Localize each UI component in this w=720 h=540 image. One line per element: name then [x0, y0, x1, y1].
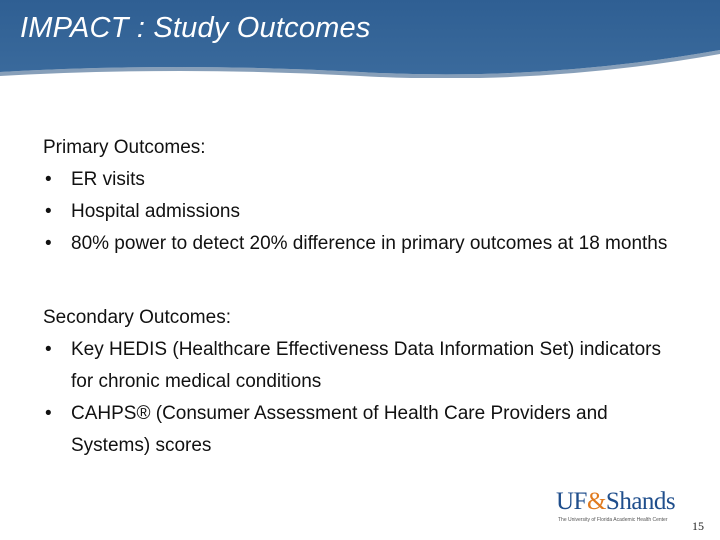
bullet-icon: • — [45, 339, 52, 360]
logo-shands: Shands — [605, 488, 676, 515]
secondary-outcomes-list — [43, 334, 683, 462]
uf-shands-logo — [556, 488, 686, 528]
list-item-text: 80% power to detect 20% difference in primary outcomes at 18 months — [71, 233, 668, 254]
list-item-text: CAHPS® (Consumer Assessment of Health Care Providers and Systems) scores — [71, 403, 608, 456]
slide-content — [43, 132, 683, 462]
list-item — [43, 398, 683, 462]
secondary-outcomes-heading: Secondary Outcomes: — [43, 307, 231, 328]
list-item — [43, 164, 683, 196]
section-spacer — [43, 260, 683, 302]
logo-tagline: The University of Florida Academic Health Center — [558, 517, 668, 523]
primary-outcomes-list — [43, 164, 683, 260]
list-item — [43, 334, 683, 398]
logo-uf: UF — [556, 488, 587, 515]
title-banner — [0, 0, 720, 78]
list-item — [43, 228, 683, 260]
list-item-text: Key HEDIS (Healthcare Effectiveness Data Information Set) indicators for chronic medical conditions — [71, 339, 661, 392]
page-number: 15 — [692, 519, 704, 533]
logo-ampersand: & — [586, 488, 606, 515]
bullet-icon: • — [45, 201, 52, 222]
slide-title: IMPACT : Study Outcomes — [20, 12, 371, 44]
bullet-icon: • — [45, 169, 52, 190]
bullet-icon: • — [45, 403, 52, 424]
logo-wordmark — [556, 488, 675, 516]
list-item-text: Hospital admissions — [71, 201, 240, 222]
primary-outcomes-heading: Primary Outcomes: — [43, 137, 206, 158]
list-item — [43, 196, 683, 228]
list-item-text: ER visits — [71, 169, 145, 190]
bullet-icon: • — [45, 233, 52, 254]
